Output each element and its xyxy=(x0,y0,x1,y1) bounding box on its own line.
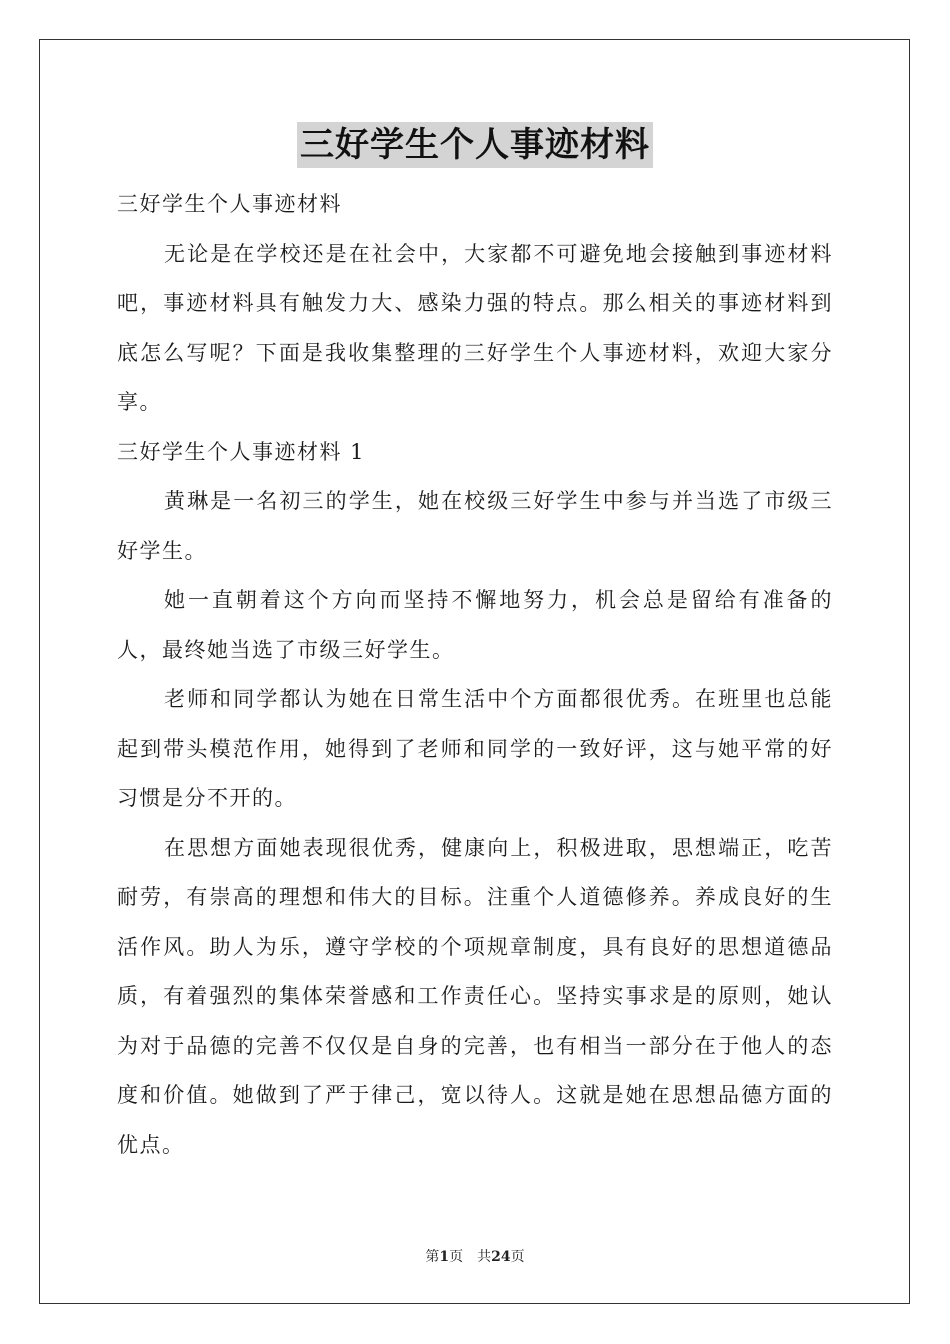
document-title: 三好学生个人事迹材料 xyxy=(297,122,653,168)
body-paragraph: 老师和同学都认为她在日常生活中个方面都很优秀。在班里也总能起到带头模范作用，她得到了老师和同学的一致好评，这与她平常的好习惯是分不开的。 xyxy=(117,687,833,810)
document-body xyxy=(117,180,833,1170)
page-suffix: 页 xyxy=(449,1249,464,1265)
title-block xyxy=(0,122,950,168)
total-prefix: 共 xyxy=(477,1249,492,1265)
body-paragraph: 在思想方面她表现很优秀，健康向上，积极进取，思想端正，吃苦耐劳，有崇高的理想和伟大的目标。注重个人道德修养。养成良好的生活作风。助人为乐，遵守学校的个项规章制度，具有良好的思想道德品质，有着强烈的集体荣誉感和工作责任心。坚持实事求是的原则，她认为对于品德的完善不仅仅是自身的完善，也有相当一部分在于他人的态度和价值。她做到了严于律己，宽以待人。这就是她在思想品德方面的优点。 xyxy=(117,835,833,1157)
total-pages: 24 xyxy=(491,1249,511,1265)
body-paragraph: 无论是在学校还是在社会中，大家都不可避免地会接触到事迹材料吧，事迹材料具有触发力大、感染力强的特点。那么相关的事迹材料到底怎么写呢？下面是我收集整理的三好学生个人事迹材料，欢迎大家分享。 xyxy=(117,241,833,414)
section-heading: 三好学生个人事迹材料 xyxy=(117,192,342,216)
page-footer xyxy=(0,1246,950,1266)
body-paragraph: 黄琳是一名初三的学生，她在校级三好学生中参与并当选了市级三好学生。 xyxy=(117,489,833,563)
body-paragraph: 她一直朝着这个方向而坚持不懈地努力，机会总是留给有准备的人，最终她当选了市级三好学生。 xyxy=(117,588,833,662)
section-heading: 三好学生个人事迹材料 1 xyxy=(117,439,366,464)
page-prefix: 第 xyxy=(425,1249,440,1265)
total-suffix: 页 xyxy=(510,1249,525,1265)
page-number: 1 xyxy=(439,1249,450,1265)
